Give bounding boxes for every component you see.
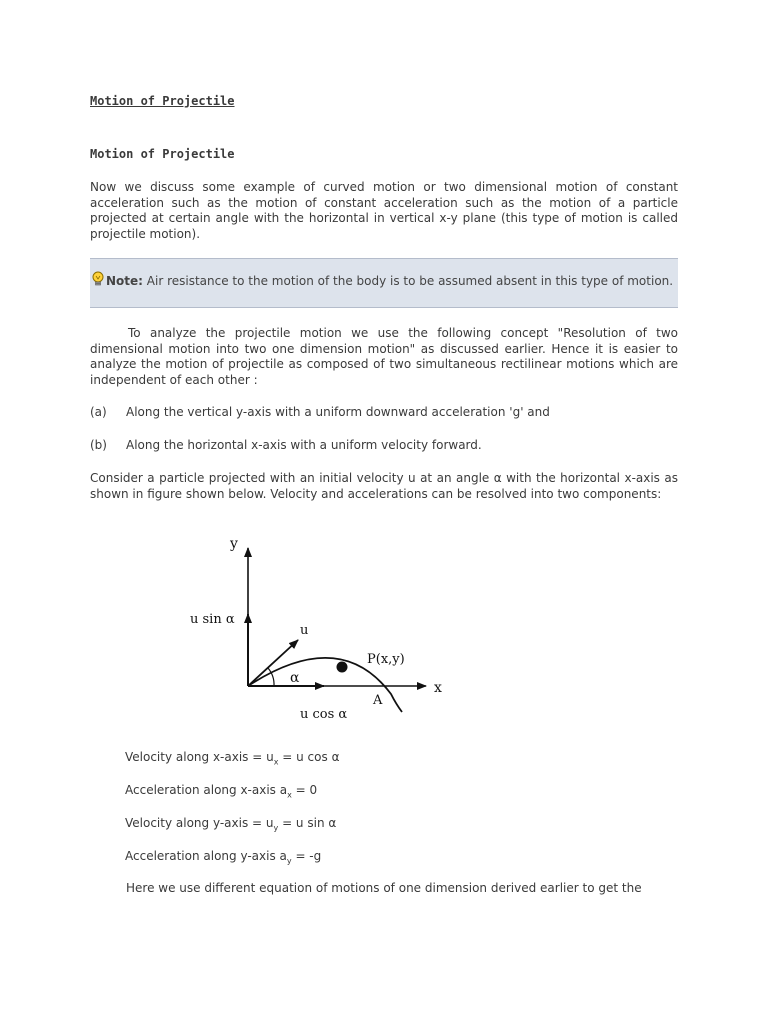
equation-vx: Velocity along x-axis = $u_x = u$ cos α <box>125 750 340 767</box>
list-item <box>90 438 482 452</box>
document-title: Motion of Projectile <box>90 94 235 108</box>
list-marker: (b) <box>90 438 107 452</box>
list-item <box>90 405 550 419</box>
equation-ay: Acceleration along y-axis $a_y = -g$ <box>125 849 322 866</box>
analyze-paragraph: To analyze the projectile motion we use the following concept "Resolution of two dimensional motion into two one dimension motion" as discussed earlier. Hence it is easier to analyze the motion of projectile as composed of two simultaneous rectilinear motions which are independent of each other : <box>90 326 678 387</box>
list-marker: (a) <box>90 405 107 419</box>
note-label: Note: <box>106 274 143 288</box>
u-sin-label: u sin α <box>190 612 235 627</box>
section-title: Motion of Projectile <box>90 147 235 161</box>
point-label: P(x,y) <box>367 652 405 667</box>
note-box <box>90 258 678 308</box>
particle-p <box>337 662 348 673</box>
list-item-text: Along the vertical y-axis with a uniform downward acceleration 'g' and <box>126 405 550 419</box>
note-body: Air resistance to the motion of the body is to be assumed absent in this type of motion. <box>142 274 674 288</box>
intro-paragraph: Now we discuss some example of curved motion or two dimensional motion of constant acceleration such as the motion of constant acceleration such as the motion of a particle projected at certain angle with the horizontal in vertical x-y plane (this type of motion is called projectile motion). <box>90 180 678 241</box>
equation-vy: Velocity along y-axis = $u_y = u$ sin α <box>125 816 337 833</box>
u-cos-label: u cos α <box>300 707 348 720</box>
equation-ax: Acceleration along x-axis $a_x = 0$ <box>125 783 318 800</box>
note-text <box>90 271 678 289</box>
y-label: y <box>230 536 238 552</box>
a-label: A <box>373 693 383 708</box>
projectile-diagram <box>190 534 550 720</box>
u-label: u <box>300 623 309 638</box>
closing-paragraph: Here we use different equation of motions of one dimension derived earlier to get the <box>126 881 642 895</box>
lightbulb-icon <box>90 271 106 287</box>
list-item-text: Along the horizontal x-axis with a uniform velocity forward. <box>126 438 482 452</box>
x-label: x <box>434 680 442 696</box>
consider-paragraph: Consider a particle projected with an initial velocity u at an angle α with the horizontal x-axis as shown in figure shown below. Velocity and accelerations can be resolved into two components: <box>90 471 678 501</box>
alpha-label: α <box>290 670 300 686</box>
